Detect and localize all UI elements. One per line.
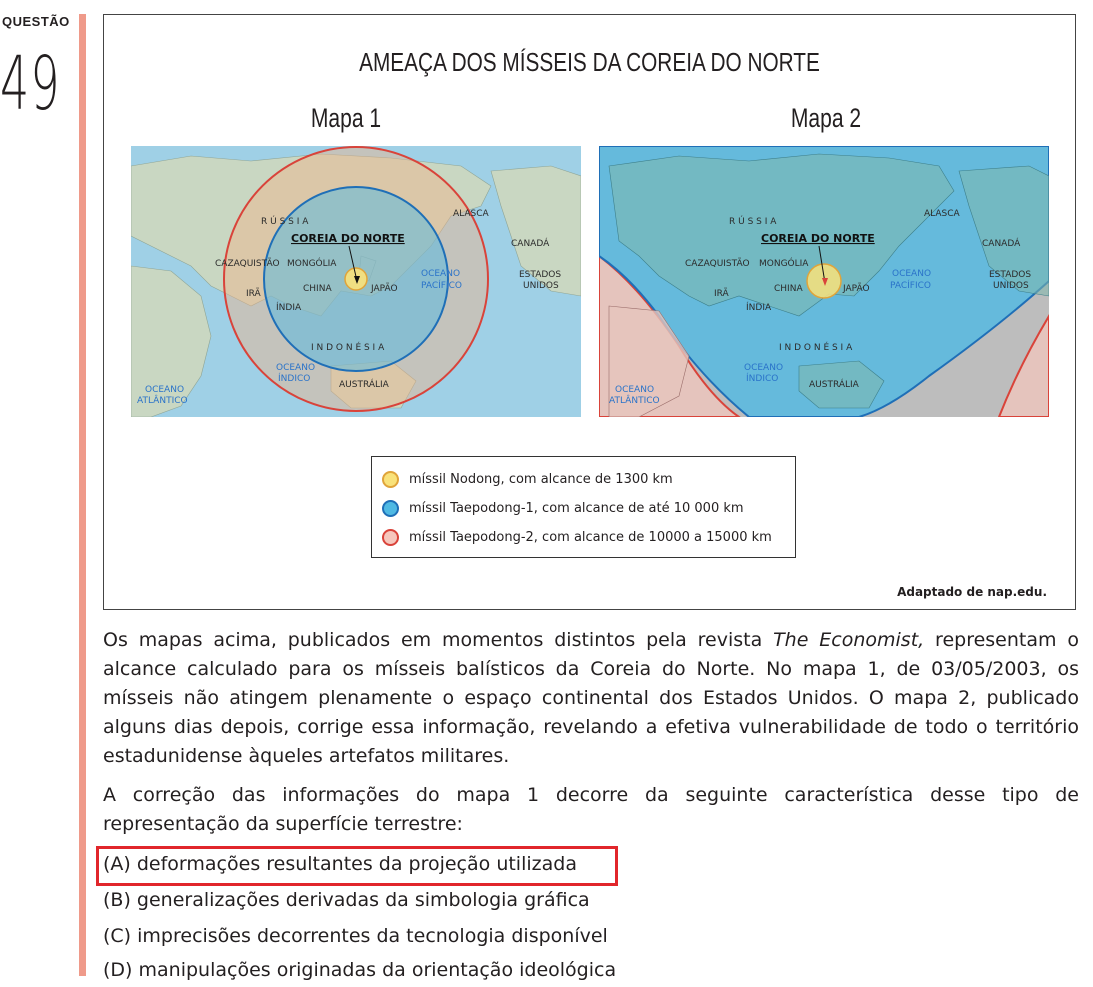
legend-swatch-blue: [382, 500, 399, 517]
map-legend: [371, 456, 796, 558]
legend-item-taepodong2: [382, 524, 772, 550]
question-number: 49: [0, 41, 61, 127]
map1-label-australia: AUSTRÁLIA: [339, 380, 389, 390]
question-label: QUESTÃO: [2, 14, 70, 29]
question-paragraph-2: A correção das informações do mapa 1 decorre da seguinte característica desse tipo de representação da superfície terrestre:: [103, 784, 1079, 835]
accent-bar: [79, 14, 86, 976]
option-d[interactable]: (D) manipulações originadas da orientação ideológica: [103, 959, 617, 981]
option-b[interactable]: (B) generalizações derivadas da simbologia gráfica: [103, 889, 590, 911]
map2-label-indonesia: I N D O N É S I A: [779, 343, 853, 353]
figure-title: AMEAÇA DOS MÍSSEIS DA COREIA DO NORTE: [359, 47, 820, 77]
map1-label-russia: R Ú S S I A: [261, 217, 309, 227]
map2-label-korea: COREIA DO NORTE: [761, 232, 875, 245]
legend-swatch-yellow: [382, 471, 399, 488]
map1-label-pacific-1: OCEANO: [421, 269, 461, 279]
map2-label-pacific-2: PACÍFICO: [890, 281, 931, 291]
map2-label-atlantic-1: OCEANO: [615, 385, 655, 395]
map1-title: Mapa 1: [310, 103, 382, 133]
map2-label-usa-2: UNIDOS: [993, 281, 1029, 291]
option-a[interactable]: (A) deformações resultantes da projeção utilizada: [103, 853, 577, 875]
figure-frame: [103, 14, 1076, 610]
map2-label-pacific-1: OCEANO: [892, 269, 932, 279]
map2-label-canada: CANADÁ: [982, 239, 1021, 249]
legend-swatch-red: [382, 529, 399, 546]
map2-label-russia: R Ú S S I A: [729, 217, 777, 227]
map1-label-india: ÍNDIA: [276, 303, 302, 313]
map2-label-japan: JAPÃO: [843, 284, 870, 294]
map2-label-australia: AUSTRÁLIA: [809, 380, 859, 390]
map1-label-usa-1: ESTADOS: [519, 270, 562, 280]
legend-text-taepodong1: míssil Taepodong-1, com alcance de até 10 000 km: [409, 500, 744, 516]
para1-part-b: representam o alcance calculado para os mísseis balísticos da Coreia do Norte. No mapa 1, de 03/05/2003, os mísseis não atingem plenamente o espaço continental dos Estados Unidos. O mapa 2, publicado alguns dias depois, corrige essa informação, revelando a efetiva vulnerabilidade de todo o território estadunidense àqueles artefatos militares.: [103, 629, 1080, 767]
map-2: [599, 146, 1049, 417]
map2-label-indian-1: OCEANO: [744, 363, 784, 373]
legend-item-nodong: [382, 466, 673, 492]
map1-label-mongolia: MONGÓLIA: [287, 259, 337, 269]
map1-label-korea: COREIA DO NORTE: [291, 232, 405, 245]
map1-label-indian-2: ÍNDICO: [278, 374, 311, 384]
para1-part-a: Os mapas acima, publicados em momentos distintos pela revista: [103, 629, 774, 651]
map1-label-iran: IRÃ: [246, 289, 261, 299]
map1-label-atlantic-2: ATLÂNTICO: [137, 396, 188, 406]
map2-label-usa-1: ESTADOS: [989, 270, 1032, 280]
map2-label-atlantic-2: ATLÂNTICO: [609, 396, 660, 406]
map1-label-kazakhstan: CAZAQUISTÃO: [215, 259, 280, 269]
map1-label-canada: CANADÁ: [511, 239, 550, 249]
map-1: [131, 146, 581, 417]
figure-source: Adaptado de nap.edu.: [897, 585, 1047, 599]
map2-label-alaska: ALASCA: [924, 209, 960, 219]
map1-label-alaska: ALASCA: [453, 209, 489, 219]
map2-label-mongolia: MONGÓLIA: [759, 259, 809, 269]
map1-label-indonesia: I N D O N É S I A: [311, 343, 385, 353]
map1-label-pacific-2: PACÍFICO: [421, 281, 462, 291]
map2-label-india: ÍNDIA: [746, 303, 772, 313]
option-c[interactable]: (C) imprecisões decorrentes da tecnologia disponível: [103, 925, 608, 947]
map1-label-usa-2: UNIDOS: [523, 281, 559, 291]
map1-label-indian-1: OCEANO: [276, 363, 316, 373]
legend-text-nodong: míssil Nodong, com alcance de 1300 km: [409, 471, 673, 487]
legend-item-taepodong1: [382, 495, 744, 521]
map1-label-japan: JAPÃO: [371, 284, 398, 294]
map2-label-china: CHINA: [774, 284, 803, 294]
map2-title: Mapa 2: [790, 103, 862, 133]
map1-label-atlantic-1: OCEANO: [145, 385, 185, 395]
magazine-name: The Economist,: [773, 629, 925, 651]
map2-label-kazakhstan: CAZAQUISTÃO: [685, 259, 750, 269]
question-paragraph-1: [103, 626, 1079, 771]
map2-label-iran: IRÃ: [714, 289, 729, 299]
legend-text-taepodong2: míssil Taepodong-2, com alcance de 10000 a 15000 km: [409, 529, 772, 545]
map2-label-indian-2: ÍNDICO: [746, 374, 779, 384]
map1-label-china: CHINA: [303, 284, 332, 294]
